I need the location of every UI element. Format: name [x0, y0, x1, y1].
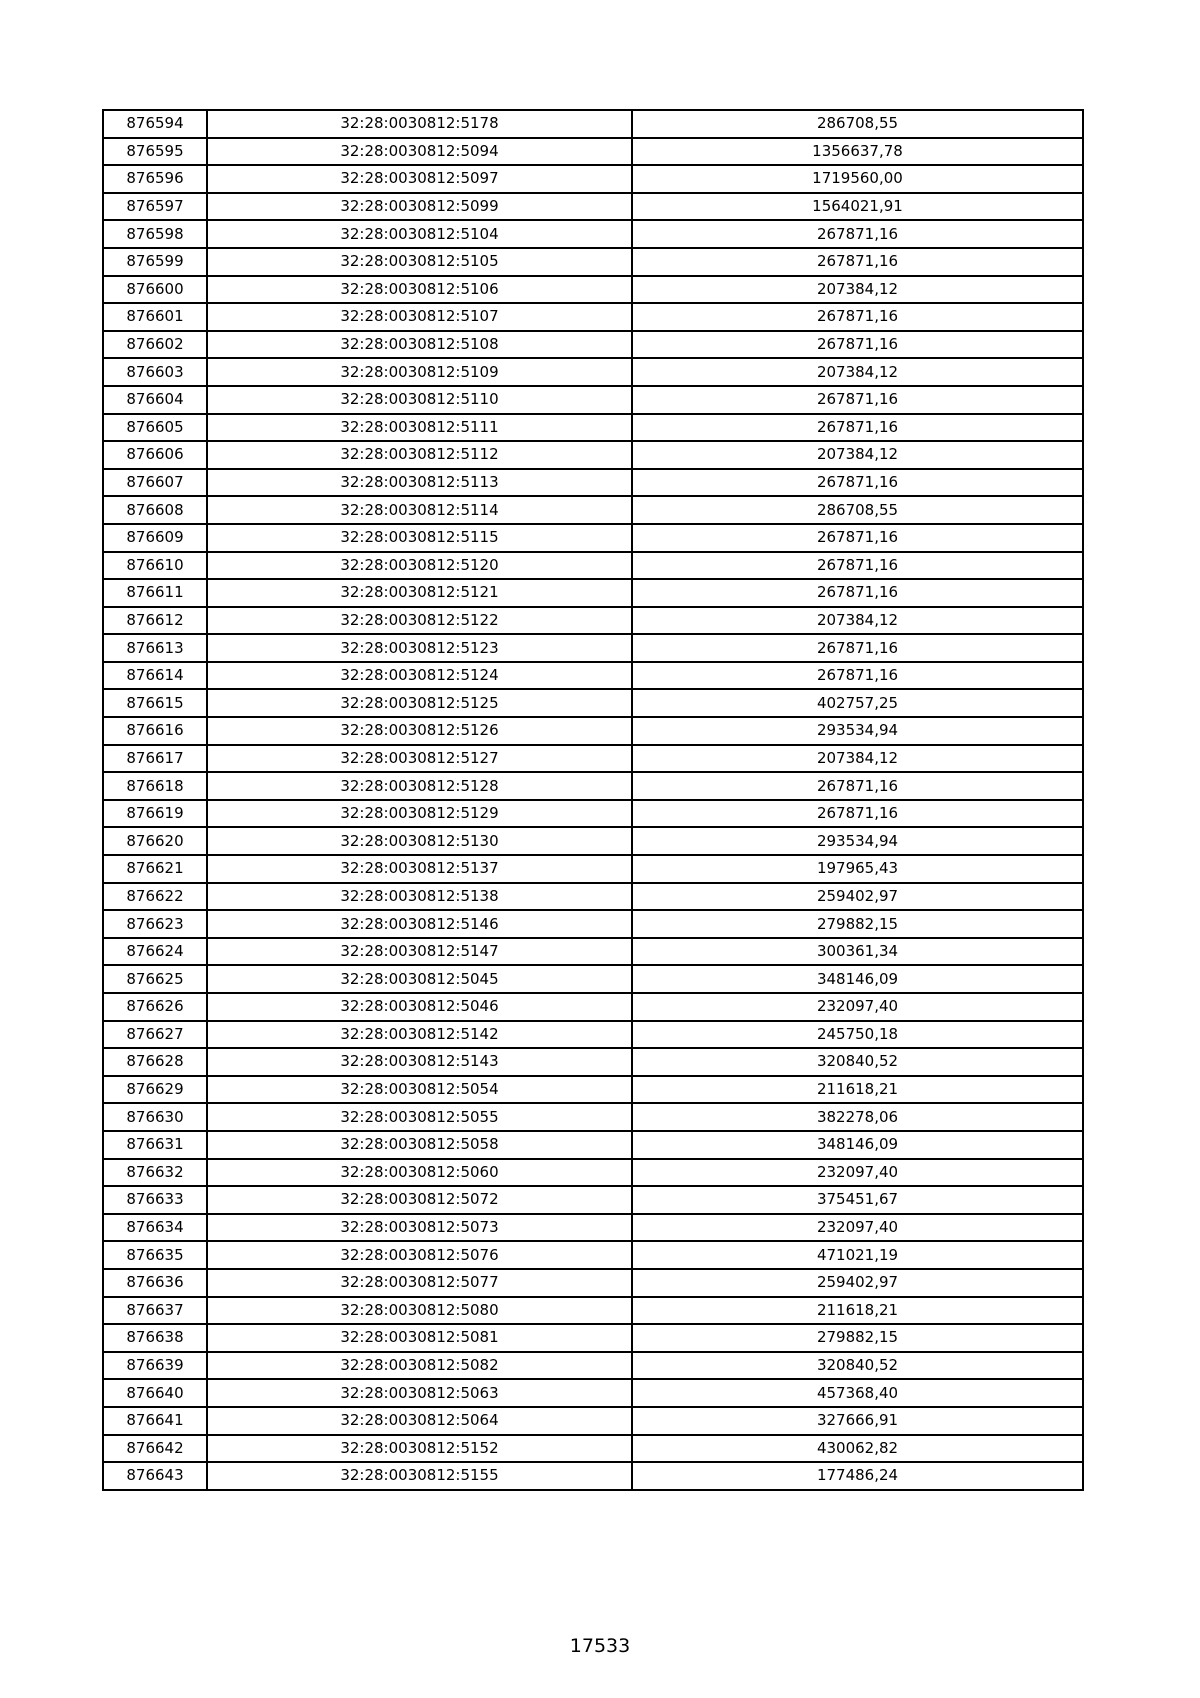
row-number-cell: 876621	[103, 855, 207, 883]
row-number-cell: 876598	[103, 220, 207, 248]
cadastral-number-cell: 32:28:0030812:5060	[207, 1159, 632, 1187]
row-number-cell: 876634	[103, 1214, 207, 1242]
cadastral-number-cell: 32:28:0030812:5127	[207, 745, 632, 773]
registry-table	[102, 109, 1084, 1491]
table-row	[103, 772, 1083, 800]
row-number-cell: 876622	[103, 883, 207, 911]
value-cell: 320840,52	[632, 1352, 1083, 1380]
cadastral-number-cell: 32:28:0030812:5073	[207, 1214, 632, 1242]
row-number-cell: 876610	[103, 552, 207, 580]
table-row	[103, 193, 1083, 221]
value-cell: 471021,19	[632, 1241, 1083, 1269]
cadastral-number-cell: 32:28:0030812:5108	[207, 331, 632, 359]
row-number-cell: 876594	[103, 110, 207, 138]
row-number-cell: 876620	[103, 827, 207, 855]
table-row	[103, 1435, 1083, 1463]
value-cell: 267871,16	[632, 772, 1083, 800]
value-cell: 267871,16	[632, 634, 1083, 662]
table-row	[103, 1076, 1083, 1104]
row-number-cell: 876628	[103, 1048, 207, 1076]
cadastral-number-cell: 32:28:0030812:5045	[207, 965, 632, 993]
cadastral-number-cell: 32:28:0030812:5146	[207, 910, 632, 938]
cadastral-number-cell: 32:28:0030812:5122	[207, 607, 632, 635]
cadastral-number-cell: 32:28:0030812:5128	[207, 772, 632, 800]
value-cell: 211618,21	[632, 1076, 1083, 1104]
row-number-cell: 876641	[103, 1407, 207, 1435]
row-number-cell: 876632	[103, 1159, 207, 1187]
row-number-cell: 876623	[103, 910, 207, 938]
value-cell: 348146,09	[632, 1131, 1083, 1159]
value-cell: 207384,12	[632, 358, 1083, 386]
cadastral-number-cell: 32:28:0030812:5107	[207, 303, 632, 331]
table-row	[103, 717, 1083, 745]
table-row	[103, 1269, 1083, 1297]
table-row	[103, 1297, 1083, 1325]
table-row	[103, 165, 1083, 193]
value-cell: 382278,06	[632, 1103, 1083, 1131]
cadastral-number-cell: 32:28:0030812:5138	[207, 883, 632, 911]
table-row	[103, 1021, 1083, 1049]
table-row	[103, 1379, 1083, 1407]
row-number-cell: 876618	[103, 772, 207, 800]
value-cell: 430062,82	[632, 1435, 1083, 1463]
row-number-cell: 876602	[103, 331, 207, 359]
table-row	[103, 579, 1083, 607]
value-cell: 232097,40	[632, 993, 1083, 1021]
row-number-cell: 876638	[103, 1324, 207, 1352]
cadastral-number-cell: 32:28:0030812:5064	[207, 1407, 632, 1435]
table-row	[103, 1407, 1083, 1435]
table-row	[103, 414, 1083, 442]
value-cell: 207384,12	[632, 441, 1083, 469]
value-cell: 207384,12	[632, 607, 1083, 635]
cadastral-number-cell: 32:28:0030812:5114	[207, 496, 632, 524]
row-number-cell: 876639	[103, 1352, 207, 1380]
value-cell: 279882,15	[632, 910, 1083, 938]
cadastral-number-cell: 32:28:0030812:5055	[207, 1103, 632, 1131]
cadastral-number-cell: 32:28:0030812:5104	[207, 220, 632, 248]
table-row	[103, 1462, 1083, 1490]
table-row	[103, 634, 1083, 662]
table-row	[103, 1324, 1083, 1352]
value-cell: 286708,55	[632, 496, 1083, 524]
row-number-cell: 876637	[103, 1297, 207, 1325]
cadastral-number-cell: 32:28:0030812:5123	[207, 634, 632, 662]
value-cell: 327666,91	[632, 1407, 1083, 1435]
row-number-cell: 876627	[103, 1021, 207, 1049]
cadastral-number-cell: 32:28:0030812:5080	[207, 1297, 632, 1325]
value-cell: 267871,16	[632, 662, 1083, 690]
row-number-cell: 876605	[103, 414, 207, 442]
row-number-cell: 876603	[103, 358, 207, 386]
table-row	[103, 469, 1083, 497]
table-row	[103, 607, 1083, 635]
table-row	[103, 800, 1083, 828]
row-number-cell: 876640	[103, 1379, 207, 1407]
cadastral-number-cell: 32:28:0030812:5126	[207, 717, 632, 745]
table-row	[103, 1048, 1083, 1076]
value-cell: 232097,40	[632, 1214, 1083, 1242]
cadastral-number-cell: 32:28:0030812:5178	[207, 110, 632, 138]
table-row	[103, 524, 1083, 552]
value-cell: 402757,25	[632, 689, 1083, 717]
row-number-cell: 876642	[103, 1435, 207, 1463]
row-number-cell: 876631	[103, 1131, 207, 1159]
row-number-cell: 876629	[103, 1076, 207, 1104]
value-cell: 267871,16	[632, 248, 1083, 276]
cadastral-number-cell: 32:28:0030812:5077	[207, 1269, 632, 1297]
cadastral-number-cell: 32:28:0030812:5058	[207, 1131, 632, 1159]
cadastral-number-cell: 32:28:0030812:5076	[207, 1241, 632, 1269]
table-row	[103, 1131, 1083, 1159]
row-number-cell: 876616	[103, 717, 207, 745]
value-cell: 1356637,78	[632, 138, 1083, 166]
cadastral-number-cell: 32:28:0030812:5094	[207, 138, 632, 166]
value-cell: 1564021,91	[632, 193, 1083, 221]
cadastral-number-cell: 32:28:0030812:5147	[207, 938, 632, 966]
value-cell: 267871,16	[632, 414, 1083, 442]
table-row	[103, 552, 1083, 580]
cadastral-number-cell: 32:28:0030812:5115	[207, 524, 632, 552]
cadastral-number-cell: 32:28:0030812:5113	[207, 469, 632, 497]
cadastral-number-cell: 32:28:0030812:5072	[207, 1186, 632, 1214]
row-number-cell: 876606	[103, 441, 207, 469]
table-row	[103, 220, 1083, 248]
value-cell: 207384,12	[632, 276, 1083, 304]
value-cell: 1719560,00	[632, 165, 1083, 193]
cadastral-number-cell: 32:28:0030812:5063	[207, 1379, 632, 1407]
value-cell: 267871,16	[632, 800, 1083, 828]
cadastral-number-cell: 32:28:0030812:5129	[207, 800, 632, 828]
value-cell: 457368,40	[632, 1379, 1083, 1407]
value-cell: 267871,16	[632, 331, 1083, 359]
value-cell: 300361,34	[632, 938, 1083, 966]
value-cell: 267871,16	[632, 579, 1083, 607]
table-row	[103, 1241, 1083, 1269]
cadastral-number-cell: 32:28:0030812:5105	[207, 248, 632, 276]
table-row	[103, 110, 1083, 138]
cadastral-number-cell: 32:28:0030812:5155	[207, 1462, 632, 1490]
row-number-cell: 876604	[103, 386, 207, 414]
row-number-cell: 876599	[103, 248, 207, 276]
table-body	[103, 110, 1083, 1490]
cadastral-number-cell: 32:28:0030812:5142	[207, 1021, 632, 1049]
table-row	[103, 1103, 1083, 1131]
table-row	[103, 1159, 1083, 1187]
table-row	[103, 248, 1083, 276]
value-cell: 293534,94	[632, 717, 1083, 745]
table-row	[103, 993, 1083, 1021]
table-row	[103, 386, 1083, 414]
table-row	[103, 1214, 1083, 1242]
cadastral-number-cell: 32:28:0030812:5081	[207, 1324, 632, 1352]
value-cell: 207384,12	[632, 745, 1083, 773]
value-cell: 267871,16	[632, 303, 1083, 331]
cadastral-number-cell: 32:28:0030812:5106	[207, 276, 632, 304]
row-number-cell: 876597	[103, 193, 207, 221]
value-cell: 320840,52	[632, 1048, 1083, 1076]
value-cell: 259402,97	[632, 883, 1083, 911]
value-cell: 267871,16	[632, 524, 1083, 552]
row-number-cell: 876619	[103, 800, 207, 828]
table-row	[103, 496, 1083, 524]
cadastral-number-cell: 32:28:0030812:5121	[207, 579, 632, 607]
row-number-cell: 876624	[103, 938, 207, 966]
row-number-cell: 876633	[103, 1186, 207, 1214]
cadastral-number-cell: 32:28:0030812:5054	[207, 1076, 632, 1104]
value-cell: 293534,94	[632, 827, 1083, 855]
value-cell: 267871,16	[632, 552, 1083, 580]
row-number-cell: 876635	[103, 1241, 207, 1269]
row-number-cell: 876626	[103, 993, 207, 1021]
table-row	[103, 745, 1083, 773]
cadastral-number-cell: 32:28:0030812:5046	[207, 993, 632, 1021]
cadastral-number-cell: 32:28:0030812:5082	[207, 1352, 632, 1380]
value-cell: 267871,16	[632, 386, 1083, 414]
table-row	[103, 138, 1083, 166]
table-row	[103, 1186, 1083, 1214]
table-row	[103, 883, 1083, 911]
row-number-cell: 876600	[103, 276, 207, 304]
value-cell: 279882,15	[632, 1324, 1083, 1352]
row-number-cell: 876615	[103, 689, 207, 717]
cadastral-number-cell: 32:28:0030812:5125	[207, 689, 632, 717]
value-cell: 348146,09	[632, 965, 1083, 993]
table-row	[103, 358, 1083, 386]
table-row	[103, 827, 1083, 855]
row-number-cell: 876636	[103, 1269, 207, 1297]
cadastral-number-cell: 32:28:0030812:5120	[207, 552, 632, 580]
cadastral-number-cell: 32:28:0030812:5112	[207, 441, 632, 469]
row-number-cell: 876614	[103, 662, 207, 690]
table-row	[103, 662, 1083, 690]
row-number-cell: 876630	[103, 1103, 207, 1131]
table-row	[103, 855, 1083, 883]
value-cell: 245750,18	[632, 1021, 1083, 1049]
cadastral-number-cell: 32:28:0030812:5130	[207, 827, 632, 855]
value-cell: 375451,67	[632, 1186, 1083, 1214]
value-cell: 232097,40	[632, 1159, 1083, 1187]
cadastral-number-cell: 32:28:0030812:5111	[207, 414, 632, 442]
value-cell: 211618,21	[632, 1297, 1083, 1325]
row-number-cell: 876601	[103, 303, 207, 331]
cadastral-number-cell: 32:28:0030812:5097	[207, 165, 632, 193]
table-row	[103, 689, 1083, 717]
row-number-cell: 876609	[103, 524, 207, 552]
table-row	[103, 1352, 1083, 1380]
cadastral-number-cell: 32:28:0030812:5137	[207, 855, 632, 883]
table-row	[103, 938, 1083, 966]
cadastral-number-cell: 32:28:0030812:5110	[207, 386, 632, 414]
table-row	[103, 965, 1083, 993]
table-row	[103, 910, 1083, 938]
value-cell: 286708,55	[632, 110, 1083, 138]
cadastral-number-cell: 32:28:0030812:5124	[207, 662, 632, 690]
value-cell: 267871,16	[632, 469, 1083, 497]
row-number-cell: 876643	[103, 1462, 207, 1490]
value-cell: 267871,16	[632, 220, 1083, 248]
value-cell: 177486,24	[632, 1462, 1083, 1490]
cadastral-number-cell: 32:28:0030812:5143	[207, 1048, 632, 1076]
row-number-cell: 876625	[103, 965, 207, 993]
row-number-cell: 876596	[103, 165, 207, 193]
row-number-cell: 876611	[103, 579, 207, 607]
row-number-cell: 876613	[103, 634, 207, 662]
row-number-cell: 876607	[103, 469, 207, 497]
row-number-cell: 876612	[103, 607, 207, 635]
table-row	[103, 331, 1083, 359]
row-number-cell: 876608	[103, 496, 207, 524]
value-cell: 197965,43	[632, 855, 1083, 883]
value-cell: 259402,97	[632, 1269, 1083, 1297]
table-row	[103, 303, 1083, 331]
cadastral-number-cell: 32:28:0030812:5099	[207, 193, 632, 221]
page-number: 17533	[569, 1635, 631, 1657]
cadastral-number-cell: 32:28:0030812:5152	[207, 1435, 632, 1463]
row-number-cell: 876617	[103, 745, 207, 773]
table-row	[103, 276, 1083, 304]
row-number-cell: 876595	[103, 138, 207, 166]
table-row	[103, 441, 1083, 469]
cadastral-number-cell: 32:28:0030812:5109	[207, 358, 632, 386]
